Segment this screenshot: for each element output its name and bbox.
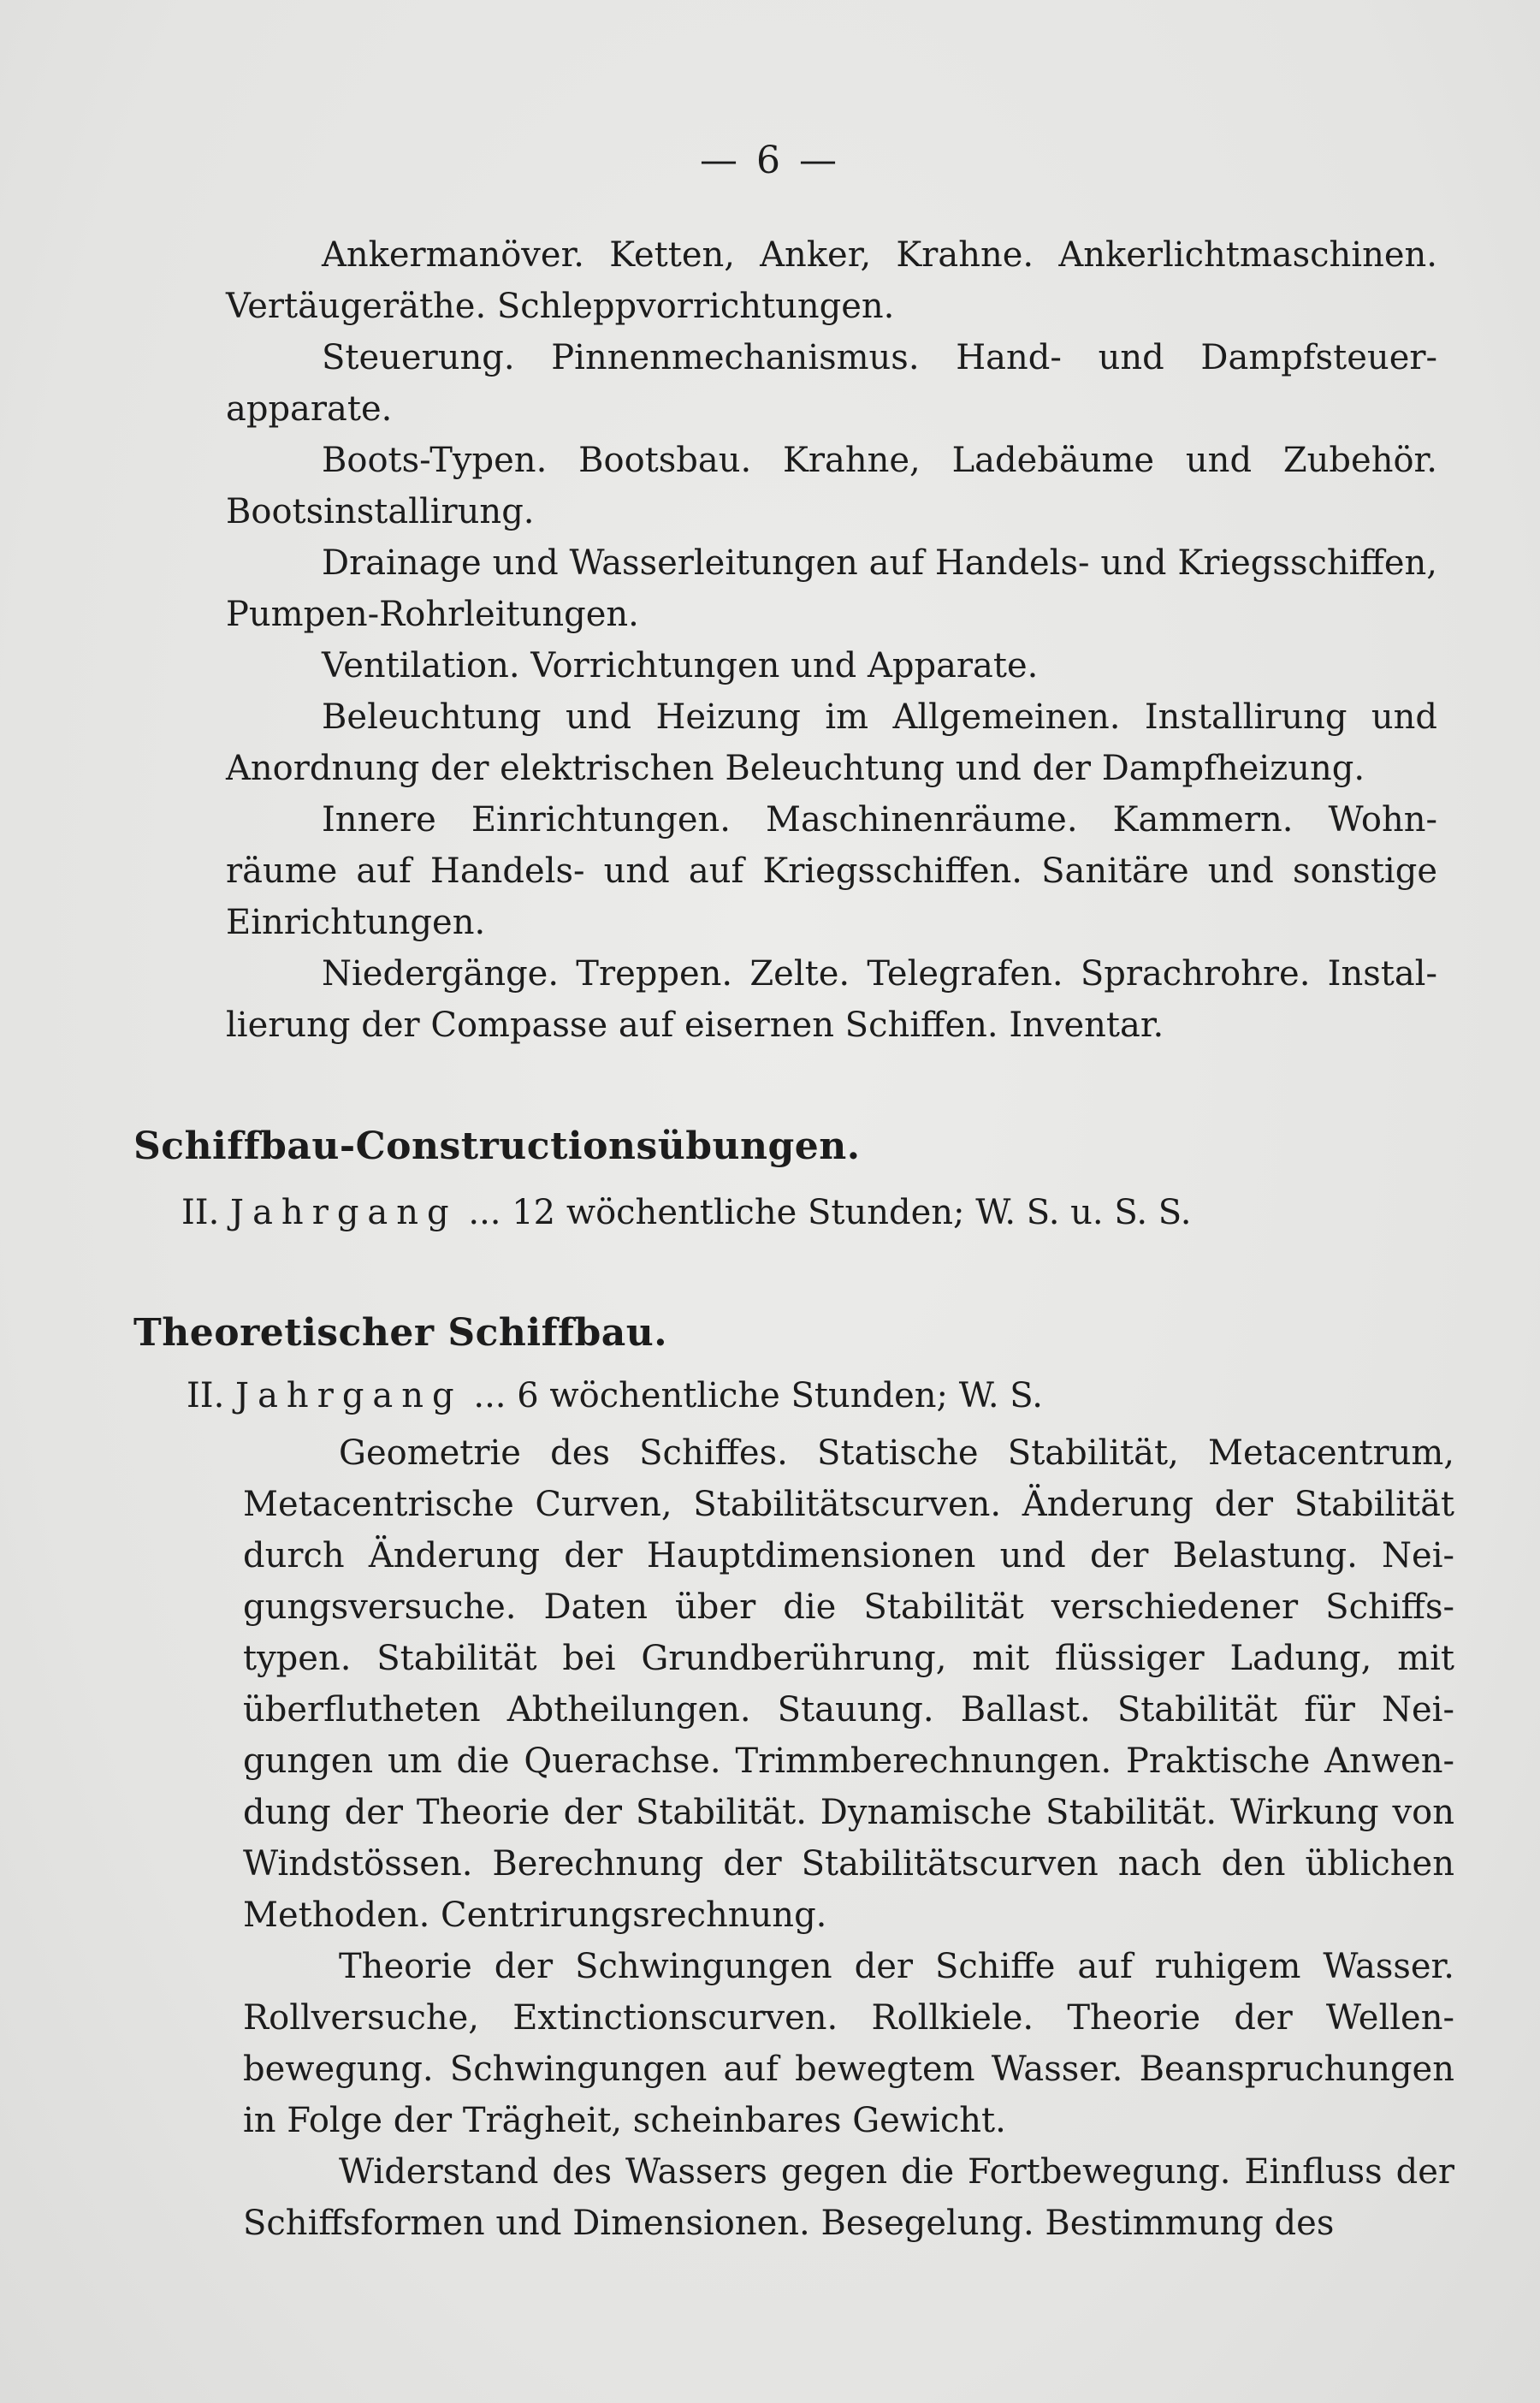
- page-number: — 6 —: [700, 139, 840, 182]
- paragraph-widerstand: Widerstand des Wassers gegen die Fortbewegung. Einfluss der Schiffsformen und Dimensionen. Besegelung. Bestimmung des: [243, 2152, 1454, 2243]
- intro-text-block: [226, 229, 1437, 1051]
- paragraph-drainage: Drainage und Wasserleitungen auf Handels- und Kriegsschiffen, Pumpen-Rohrleitungen.: [226, 543, 1437, 634]
- paragraph-beleuchtung: Beleuchtung und Heizung im Allgemeinen. Installirung und Anordnung der elektrischen Beleuchtung und der Dampfheizung.: [226, 697, 1437, 788]
- section-schedule-constructionsuebungen: [181, 1193, 1191, 1232]
- year-word: Jahrgang: [235, 1376, 463, 1415]
- paragraph-geometrie: Geometrie des Schiffes. Statische Stabilität, Metacentrum, Metacentrische Curven, Stabilitätscurven. Änderung der Stabilität durch Änderung der Hauptdimensionen und der Belastung. Nei-gungsversuche. Daten über die Stabilität verschiedener Schiffs-typen. Stabilität bei Grundberührung, mit flüssiger Ladung, mit überflutheten Abtheilungen. Stauung. Ballast. Stabilität für Nei-gungen um die Querachse. Trimmberechnungen. Praktische Anwen-dung der Theorie der Stabilität. Dynamische Stabilität. Wirkung von Windstössen. Berechnung der Stabilitätscurven nach den üblichen Methoden. Centrirungsrechnung.: [243, 1433, 1454, 1935]
- year-numeral: II.: [187, 1376, 225, 1415]
- year-word: Jahrgang: [230, 1193, 458, 1232]
- section-heading-theoretischer-schiffbau: Theoretischer Schiffbau.: [133, 1311, 668, 1355]
- paragraph-boots-typen: Boots-Typen. Bootsbau. Krahne, Ladebäume und Zubehör. Bootsinstallirung.: [226, 441, 1437, 531]
- section-heading-constructionsuebungen: Schiffbau-Constructionsübungen.: [133, 1124, 861, 1168]
- paragraph-niedergaenge: Niedergänge. Treppen. Zelte. Telegrafen. Sprachrohre. Instal-lierung der Compasse auf eisernen Schiffen. Inventar.: [226, 954, 1437, 1045]
- year-numeral: II.: [181, 1193, 220, 1232]
- schedule-text: ... 12 wöchentliche Stunden; W. S. u. S. S.: [468, 1193, 1192, 1232]
- theory-text-block: [243, 1427, 1454, 2249]
- paragraph-schwingungen: Theorie der Schwingungen der Schiffe auf ruhigem Wasser. Rollversuche, Extinctionscurven. Rollkiele. Theorie der Wellen-bewegung. Schwingungen auf bewegtem Wasser. Beanspruchungen in Folge der Trägheit, scheinbares Gewicht.: [243, 1947, 1454, 2140]
- schedule-text: ... 6 wöchentliche Stunden; W. S.: [473, 1376, 1043, 1415]
- paragraph-ankermanoever: Ankermanöver. Ketten, Anker, Krahne. Ankerlichtmaschinen. Vertäugeräthe. Schleppvorrichtungen.: [226, 235, 1437, 326]
- section-schedule-theoretischer-schiffbau: [187, 1376, 1043, 1415]
- paragraph-steuerung: Steuerung. Pinnenmechanismus. Hand- und Dampfsteuer-apparate.: [226, 338, 1437, 429]
- paragraph-ventilation: Ventilation. Vorrichtungen und Apparate.: [322, 646, 1039, 685]
- paragraph-innere-einrichtungen: Innere Einrichtungen. Maschinenräume. Kammern. Wohn-räume auf Handels- und auf Kriegsschiffen. Sanitäre und sonstige Einrichtungen.: [226, 800, 1437, 942]
